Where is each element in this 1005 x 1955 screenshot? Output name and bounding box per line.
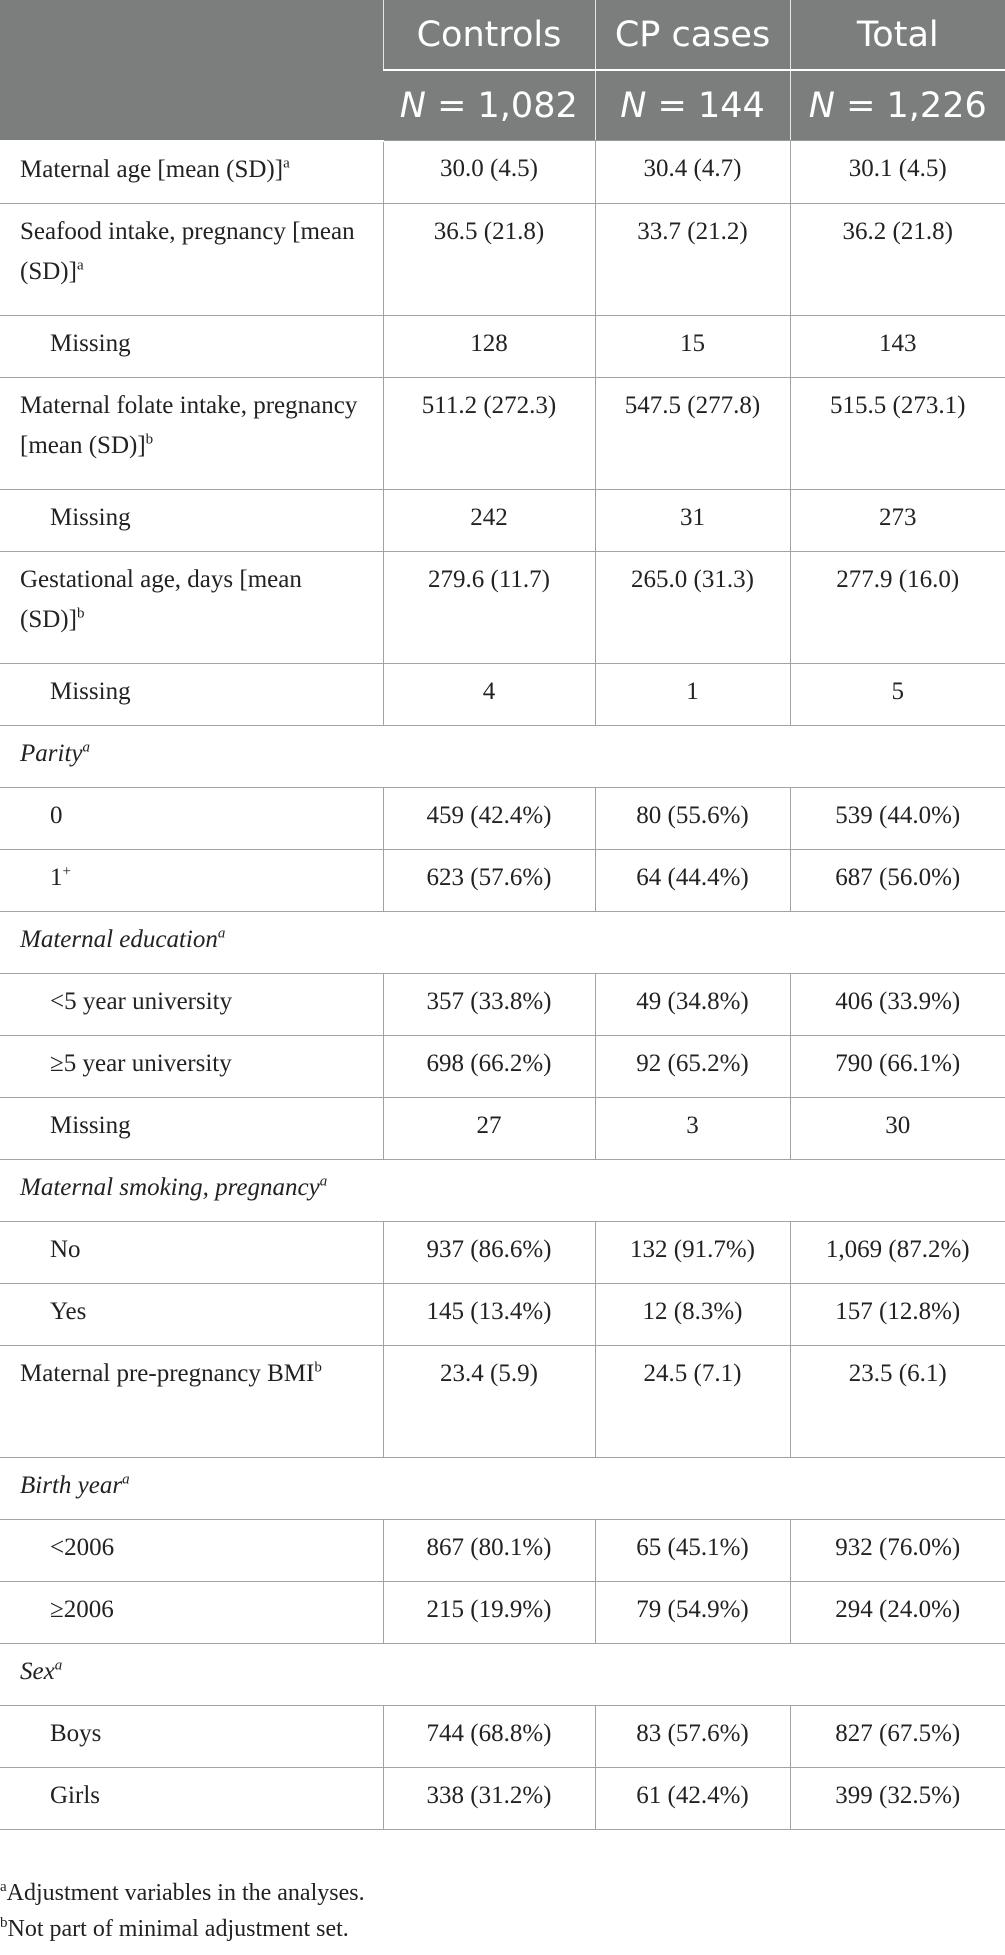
row-label-text: Maternal age [mean (SD)] [20, 155, 284, 183]
row-label-text: Maternal pre-pregnancy BMI [20, 1359, 315, 1387]
cell-controls: 744 (68.8%) [383, 1705, 595, 1767]
table-row [0, 787, 1005, 849]
cell-total: 5 [790, 663, 1005, 725]
table-row [0, 141, 1005, 204]
row-label [0, 787, 383, 849]
row-label [0, 1581, 383, 1643]
row-label [0, 1221, 383, 1283]
table-row [0, 1581, 1005, 1643]
cell-cp-cases: 547.5 (277.8) [595, 377, 790, 489]
header-n-controls [383, 70, 595, 141]
cell-cp-cases: 31 [595, 489, 790, 551]
row-label [0, 1519, 383, 1581]
footnote-mark: b [314, 1359, 322, 1376]
footnote-mark: b [76, 605, 85, 622]
row-label-text: Birth year [20, 1471, 123, 1499]
row-label-text: Girls [50, 1781, 100, 1809]
row-label [0, 551, 383, 663]
row-label-text: Missing [50, 1111, 131, 1139]
cell-total: 399 (32.5%) [790, 1767, 1005, 1829]
row-label-text: Yes [50, 1297, 87, 1325]
row-label-text: Missing [50, 677, 131, 705]
cell-cp-cases: 24.5 (7.1) [595, 1345, 790, 1457]
cell-controls: 23.4 (5.9) [383, 1345, 595, 1457]
row-label-text: Sex [20, 1657, 55, 1685]
row-label-text: Maternal folate intake, pregnancy [mean (SD)] [20, 391, 358, 459]
cell-cp-cases: 92 (65.2%) [595, 1035, 790, 1097]
cell-cp-cases: 49 (34.8%) [595, 973, 790, 1035]
n-label: N [808, 85, 835, 126]
footnote-mark: + [62, 863, 71, 880]
cell-controls: 36.5 (21.8) [383, 203, 595, 315]
row-label [0, 1035, 383, 1097]
footnote-text: Not part of minimal adjustment set. [7, 1916, 349, 1942]
row-label [0, 1283, 383, 1345]
table-row [0, 973, 1005, 1035]
table-row [0, 203, 1005, 315]
row-label-text: ≥2006 [50, 1595, 114, 1623]
footnote-a [0, 1875, 365, 1911]
row-label [0, 1457, 1005, 1519]
table-row [0, 1767, 1005, 1829]
cell-controls: 4 [383, 663, 595, 725]
row-label [0, 203, 383, 315]
footnote-mark: a [122, 1471, 130, 1488]
cell-controls: 937 (86.6%) [383, 1221, 595, 1283]
cell-cp-cases: 65 (45.1%) [595, 1519, 790, 1581]
row-label [0, 1159, 1005, 1221]
cell-total: 157 (12.8%) [790, 1283, 1005, 1345]
row-label-text: 1 [50, 863, 63, 891]
cell-cp-cases: 132 (91.7%) [595, 1221, 790, 1283]
cell-controls: 30.0 (4.5) [383, 141, 595, 204]
row-label-text: Maternal smoking, pregnancy [20, 1173, 320, 1201]
cell-controls: 459 (42.4%) [383, 787, 595, 849]
cell-total: 932 (76.0%) [790, 1519, 1005, 1581]
row-label-text: Missing [50, 503, 131, 531]
cell-cp-cases: 64 (44.4%) [595, 849, 790, 911]
cell-controls: 242 [383, 489, 595, 551]
cell-total: 294 (24.0%) [790, 1581, 1005, 1643]
cell-controls: 215 (19.9%) [383, 1581, 595, 1643]
cell-cp-cases: 3 [595, 1097, 790, 1159]
row-label [0, 911, 1005, 973]
row-label-text: ≥5 year university [50, 1049, 232, 1077]
footnote-mark: a [283, 155, 290, 172]
row-label [0, 1705, 383, 1767]
header-total: Total [790, 0, 1005, 70]
cell-total: 30 [790, 1097, 1005, 1159]
footnote-mark: a [82, 739, 90, 756]
table-row [0, 1345, 1005, 1457]
row-label-text: <2006 [50, 1533, 115, 1561]
table-row [0, 551, 1005, 663]
category-row [0, 725, 1005, 787]
category-row [0, 911, 1005, 973]
footnote-mark: a [217, 925, 226, 942]
n-label: N [399, 85, 426, 126]
cell-total: 515.5 (273.1) [790, 377, 1005, 489]
table-row [0, 1035, 1005, 1097]
row-label-text: Gestational age, days [mean (SD)] [20, 565, 302, 633]
footnote-mark: b [0, 1915, 8, 1931]
row-label [0, 849, 383, 911]
footnote-mark: b [145, 431, 154, 448]
table-row [0, 849, 1005, 911]
cell-controls: 867 (80.1%) [383, 1519, 595, 1581]
table-row [0, 1519, 1005, 1581]
row-label [0, 725, 1005, 787]
cell-controls: 279.6 (11.7) [383, 551, 595, 663]
table-row [0, 1705, 1005, 1767]
footnote-mark: a [0, 1879, 7, 1895]
footnote-mark: a [319, 1173, 328, 1190]
cell-cp-cases: 15 [595, 315, 790, 377]
header-cp-cases: CP cases [595, 0, 790, 70]
category-row [0, 1643, 1005, 1705]
row-label-text: 0 [50, 801, 63, 829]
row-label-text: <5 year university [50, 987, 233, 1015]
table-body [0, 141, 1005, 1830]
cell-controls: 698 (66.2%) [383, 1035, 595, 1097]
row-label-text: Seafood intake, pregnancy [mean (SD)] [20, 217, 355, 285]
cell-cp-cases: 61 (42.4%) [595, 1767, 790, 1829]
cell-controls: 338 (31.2%) [383, 1767, 595, 1829]
cell-total: 143 [790, 315, 1005, 377]
header-n-cp-cases [595, 70, 790, 141]
cell-cp-cases: 33.7 (21.2) [595, 203, 790, 315]
cell-cp-cases: 12 (8.3%) [595, 1283, 790, 1345]
table-row [0, 663, 1005, 725]
row-label-text: Missing [50, 329, 131, 357]
n-label: N [620, 85, 647, 126]
cell-cp-cases: 83 (57.6%) [595, 1705, 790, 1767]
cell-controls: 623 (57.6%) [383, 849, 595, 911]
cell-total: 827 (67.5%) [790, 1705, 1005, 1767]
cell-total: 539 (44.0%) [790, 787, 1005, 849]
cell-total: 30.1 (4.5) [790, 141, 1005, 204]
row-label [0, 973, 383, 1035]
row-label-text: Boys [50, 1719, 102, 1747]
table-row [0, 1221, 1005, 1283]
cell-total: 406 (33.9%) [790, 973, 1005, 1035]
n-value: = 1,082 [437, 85, 578, 126]
category-row [0, 1457, 1005, 1519]
cell-controls: 511.2 (272.3) [383, 377, 595, 489]
row-label [0, 1767, 383, 1829]
header-cell-blank [0, 0, 383, 141]
footnote-b [0, 1911, 365, 1947]
table-row [0, 489, 1005, 551]
cell-cp-cases: 30.4 (4.7) [595, 141, 790, 204]
cell-cp-cases: 1 [595, 663, 790, 725]
row-label [0, 489, 383, 551]
category-row [0, 1159, 1005, 1221]
row-label [0, 1643, 1005, 1705]
cell-cp-cases: 79 (54.9%) [595, 1581, 790, 1643]
header-n-total [790, 70, 1005, 141]
row-label-text: Parity [20, 739, 83, 767]
row-label [0, 141, 383, 204]
table-row [0, 1283, 1005, 1345]
row-label [0, 1345, 383, 1457]
row-label [0, 315, 383, 377]
n-value: = 1,226 [846, 85, 987, 126]
cell-total: 790 (66.1%) [790, 1035, 1005, 1097]
footnotes [0, 1875, 365, 1947]
table-row [0, 1097, 1005, 1159]
cell-total: 273 [790, 489, 1005, 551]
cell-cp-cases: 80 (55.6%) [595, 787, 790, 849]
header-controls: Controls [383, 0, 595, 70]
cell-controls: 357 (33.8%) [383, 973, 595, 1035]
cell-total: 23.5 (6.1) [790, 1345, 1005, 1457]
cell-total: 687 (56.0%) [790, 849, 1005, 911]
row-label [0, 1097, 383, 1159]
cell-total: 1,069 (87.2%) [790, 1221, 1005, 1283]
row-label-text: Maternal education [20, 925, 218, 953]
header-row-groups [0, 0, 1005, 70]
table-row [0, 315, 1005, 377]
cell-cp-cases: 265.0 (31.3) [595, 551, 790, 663]
footnote-mark: a [54, 1657, 63, 1674]
row-label [0, 663, 383, 725]
cell-controls: 27 [383, 1097, 595, 1159]
cell-total: 36.2 (21.8) [790, 203, 1005, 315]
cell-total: 277.9 (16.0) [790, 551, 1005, 663]
row-label-text: No [50, 1235, 81, 1263]
cell-controls: 145 (13.4%) [383, 1283, 595, 1345]
row-label [0, 377, 383, 489]
table-row [0, 377, 1005, 489]
footnote-mark: a [76, 257, 84, 274]
n-value: = 144 [657, 85, 765, 126]
cell-controls: 128 [383, 315, 595, 377]
footnote-text: Adjustment variables in the analyses. [6, 1880, 365, 1906]
